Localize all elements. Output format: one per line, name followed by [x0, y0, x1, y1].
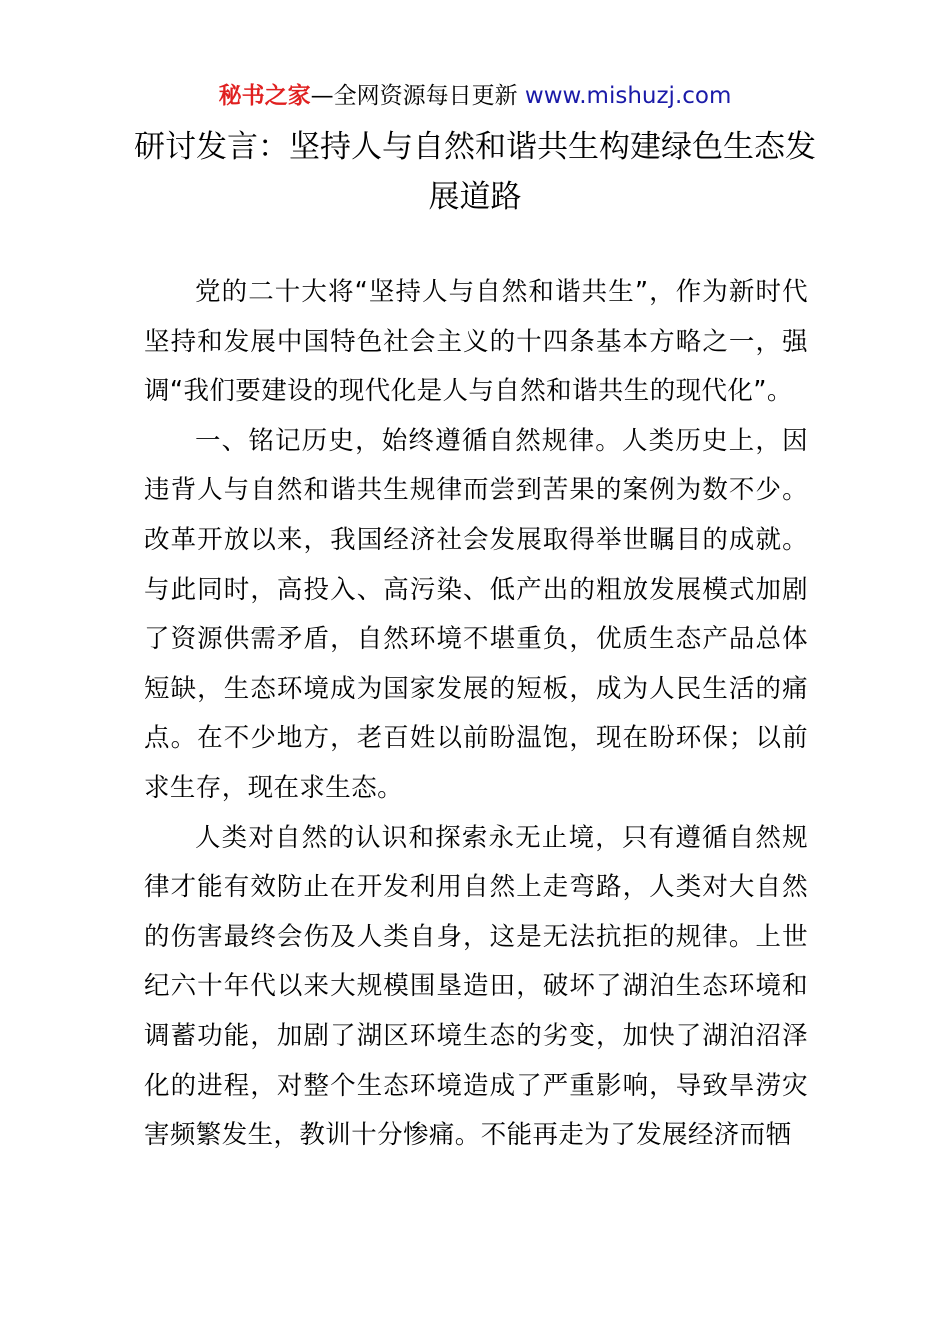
- paragraph: 党的二十大将“坚持人与自然和谐共生”，作为新时代坚持和发展中国特色社会主义的十四条基本方略之一，强调“我们要建设的现代化是人与自然和谐共生的现代化”。: [144, 277, 808, 407]
- site-header: [0, 80, 950, 112]
- paragraph: 一、铭记历史，始终遵循自然规律。人类历史上，因违背人与自然和谐共生规律而尝到苦果的案例为数不少。改革开放以来，我国经济社会发展取得举世瞩目的成就。与此同时，高投入、高污染、低产出的粗放发展模式加剧了资源供需矛盾，自然环境不堪重负，优质生态产品总体短缺，生态环境成为国家发展的短板，成为人民生活的痛点。在不少地方，老百姓以前盼温饱，现在盼环保；以前求生存，现在求生态。: [144, 425, 808, 803]
- paragraph: 人类对自然的认识和探索永无止境，只有遵循自然规律才能有效防止在开发利用自然上走弯路，人类对大自然的伤害最终会伤及人类自身，这是无法抗拒的规律。上世纪六十年代以来大规模围垦造田，破坏了湖泊生态环境和调蓄功能，加剧了湖区环境生态的劣变，加快了湖泊沼泽化的进程，对整个生态环境造成了严重影响，导致旱涝灾害频繁发生，教训十分惨痛。不能再走为了发展经济而牺: [144, 822, 808, 1151]
- header-tagline: —全网资源每日更新: [310, 83, 525, 109]
- document-body: [144, 268, 808, 1161]
- brand-name: 秘书之家: [218, 83, 311, 109]
- document-title: 研讨发言：坚持人与自然和谐共生构建绿色生态发展道路: [134, 129, 816, 215]
- site-url: www.mishuzj.com: [524, 83, 732, 109]
